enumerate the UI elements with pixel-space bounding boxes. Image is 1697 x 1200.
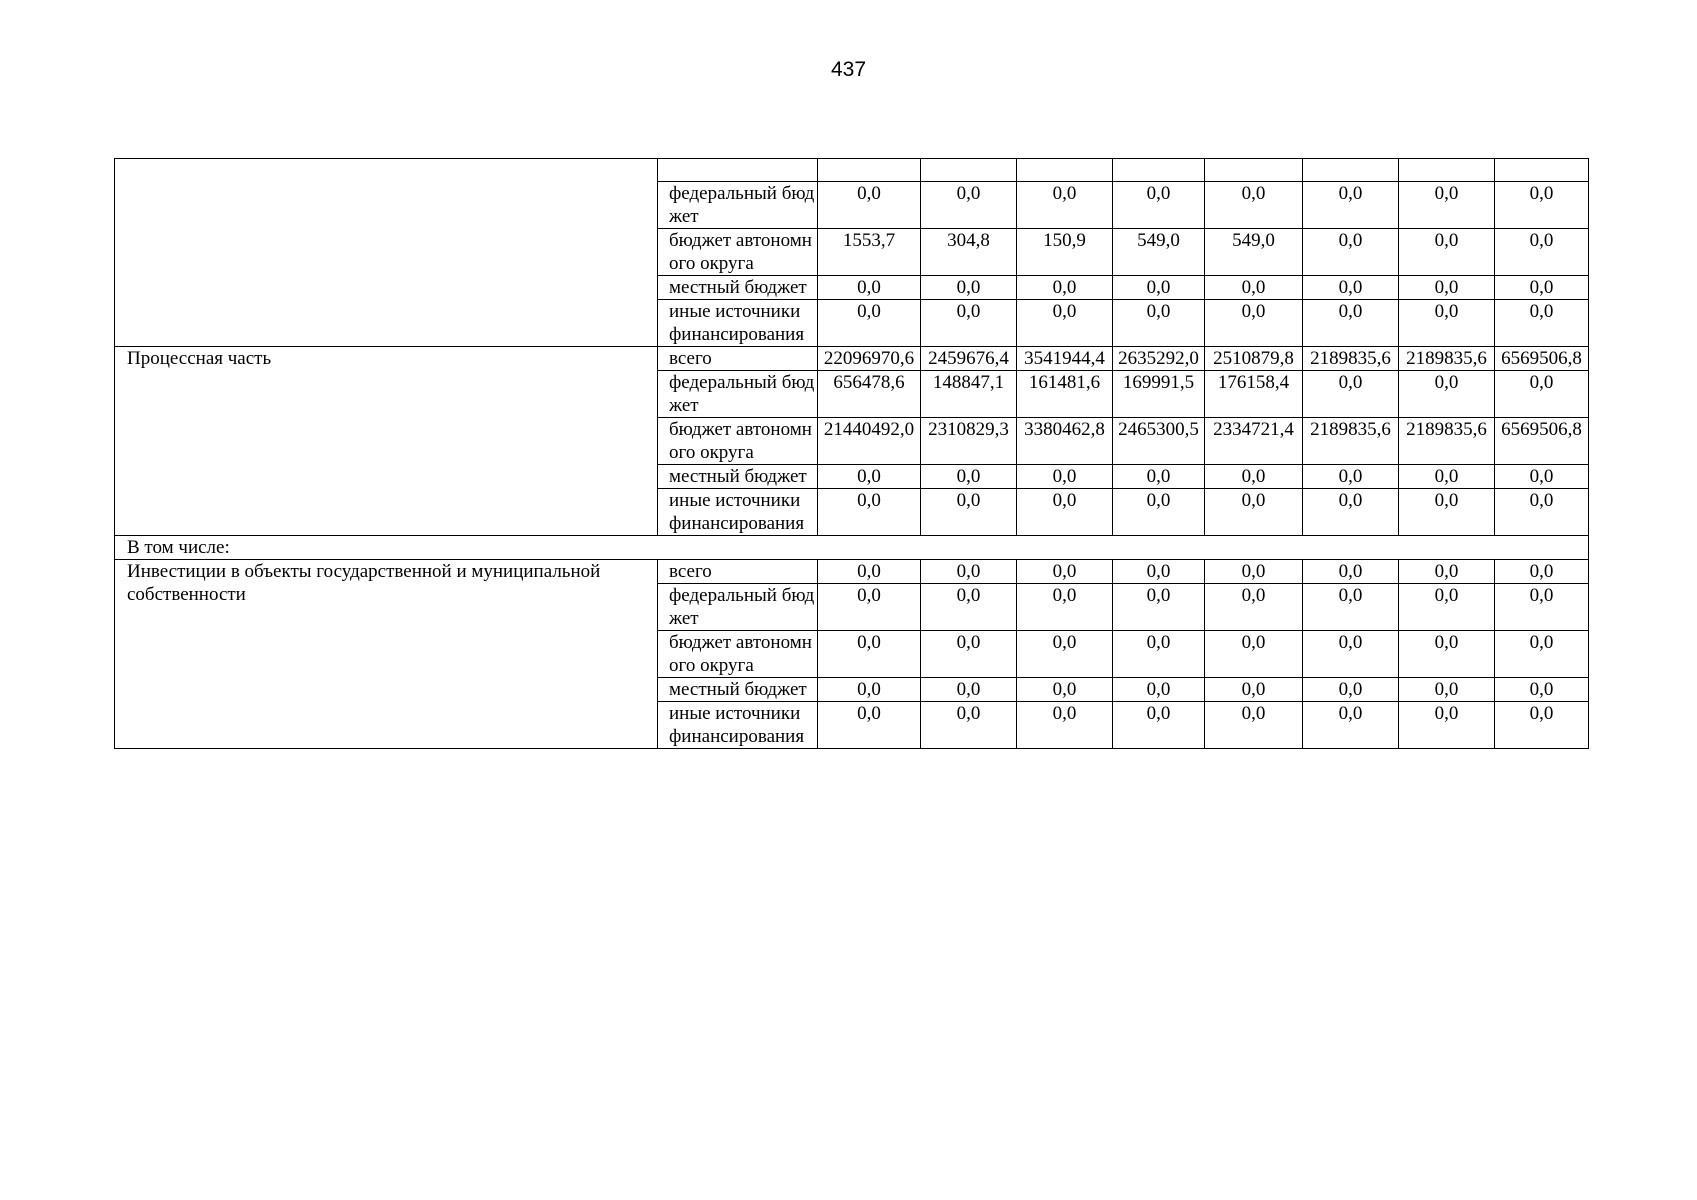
investment-block-label: Инвестиции в объекты государственной и муниципальной собственности [115, 560, 658, 749]
value-cell: 0,0 [921, 182, 1017, 229]
value-cell: 161481,6 [1017, 371, 1113, 418]
table-row [115, 347, 1589, 371]
value-cell: 2334721,4 [1205, 418, 1303, 465]
value-cell: 2189835,6 [1303, 347, 1399, 371]
value-cell: 0,0 [1303, 229, 1399, 276]
value-cell: 0,0 [1205, 560, 1303, 584]
value-cell: 0,0 [1113, 300, 1205, 347]
table-row [115, 560, 1589, 584]
value-cell: 0,0 [1303, 702, 1399, 749]
value-cell: 0,0 [921, 631, 1017, 678]
value-cell: 0,0 [1017, 300, 1113, 347]
value-cell: 0,0 [1303, 560, 1399, 584]
value-cell: 0,0 [818, 465, 921, 489]
value-cell: 0,0 [1205, 631, 1303, 678]
value-cell [1399, 159, 1495, 182]
value-cell: 0,0 [818, 182, 921, 229]
funding-source-cell [658, 159, 818, 182]
value-cell: 169991,5 [1113, 371, 1205, 418]
funding-source-cell: всего [658, 347, 818, 371]
value-cell: 2465300,5 [1113, 418, 1205, 465]
value-cell: 2459676,4 [921, 347, 1017, 371]
value-cell: 0,0 [818, 678, 921, 702]
value-cell: 2189835,6 [1303, 418, 1399, 465]
value-cell: 21440492,0 [818, 418, 921, 465]
funding-source-cell: местный бюджет [658, 465, 818, 489]
value-cell: 0,0 [921, 489, 1017, 536]
value-cell: 0,0 [1399, 560, 1495, 584]
value-cell [1205, 159, 1303, 182]
value-cell: 0,0 [1017, 276, 1113, 300]
value-cell [921, 159, 1017, 182]
funding-source-cell: иные источники финансирования [658, 300, 818, 347]
value-cell: 0,0 [1495, 300, 1589, 347]
funding-source-cell: федеральный бюджет [658, 371, 818, 418]
value-cell: 0,0 [1495, 678, 1589, 702]
funding-source-cell: федеральный бюджет [658, 182, 818, 229]
value-cell: 0,0 [1495, 465, 1589, 489]
value-cell: 0,0 [1495, 229, 1589, 276]
value-cell: 0,0 [921, 584, 1017, 631]
value-cell: 0,0 [1017, 560, 1113, 584]
value-cell [1113, 159, 1205, 182]
value-cell: 6569506,8 [1495, 347, 1589, 371]
value-cell: 0,0 [1495, 371, 1589, 418]
value-cell: 0,0 [1495, 489, 1589, 536]
value-cell: 0,0 [1205, 182, 1303, 229]
table-body [115, 159, 1589, 749]
process-block-label: Процессная часть [115, 347, 658, 536]
table-row [115, 159, 1589, 182]
value-cell: 0,0 [1113, 489, 1205, 536]
value-cell: 0,0 [1495, 631, 1589, 678]
value-cell: 0,0 [1303, 182, 1399, 229]
value-cell: 0,0 [1113, 584, 1205, 631]
value-cell: 0,0 [921, 300, 1017, 347]
value-cell: 2310829,3 [921, 418, 1017, 465]
value-cell: 0,0 [1303, 465, 1399, 489]
value-cell: 0,0 [818, 584, 921, 631]
value-cell: 0,0 [1205, 300, 1303, 347]
value-cell: 0,0 [1205, 678, 1303, 702]
funding-source-cell: бюджет автономного округа [658, 418, 818, 465]
value-cell [1303, 159, 1399, 182]
value-cell: 0,0 [1303, 631, 1399, 678]
value-cell: 0,0 [1303, 276, 1399, 300]
value-cell: 0,0 [1399, 584, 1495, 631]
value-cell: 549,0 [1113, 229, 1205, 276]
value-cell: 549,0 [1205, 229, 1303, 276]
budget-table [114, 158, 1589, 749]
value-cell: 0,0 [1113, 276, 1205, 300]
value-cell: 0,0 [1113, 678, 1205, 702]
page-number: 437 [830, 58, 867, 81]
section-row [115, 536, 1589, 560]
value-cell: 0,0 [1495, 584, 1589, 631]
value-cell: 0,0 [1399, 182, 1495, 229]
funding-source-cell: местный бюджет [658, 678, 818, 702]
value-cell: 150,9 [1017, 229, 1113, 276]
value-cell: 2635292,0 [1113, 347, 1205, 371]
value-cell: 0,0 [1399, 300, 1495, 347]
funding-source-cell: иные источники финансирования [658, 702, 818, 749]
funding-source-cell: местный бюджет [658, 276, 818, 300]
value-cell: 1553,7 [818, 229, 921, 276]
value-cell: 0,0 [1113, 560, 1205, 584]
value-cell: 0,0 [1399, 489, 1495, 536]
value-cell: 0,0 [1017, 465, 1113, 489]
value-cell: 0,0 [1399, 702, 1495, 749]
value-cell: 0,0 [1205, 276, 1303, 300]
value-cell: 0,0 [818, 560, 921, 584]
value-cell: 2510879,8 [1205, 347, 1303, 371]
value-cell: 0,0 [1017, 182, 1113, 229]
value-cell: 0,0 [818, 276, 921, 300]
value-cell: 0,0 [1303, 678, 1399, 702]
funding-source-cell: иные источники финансирования [658, 489, 818, 536]
value-cell: 304,8 [921, 229, 1017, 276]
value-cell: 0,0 [1113, 182, 1205, 229]
value-cell: 6569506,8 [1495, 418, 1589, 465]
value-cell: 0,0 [921, 276, 1017, 300]
value-cell: 0,0 [1205, 489, 1303, 536]
value-cell: 656478,6 [818, 371, 921, 418]
value-cell: 0,0 [1303, 300, 1399, 347]
value-cell: 0,0 [1399, 276, 1495, 300]
value-cell: 0,0 [1399, 631, 1495, 678]
value-cell: 0,0 [921, 465, 1017, 489]
value-cell: 0,0 [1205, 465, 1303, 489]
value-cell [1495, 159, 1589, 182]
value-cell: 0,0 [1017, 678, 1113, 702]
value-cell: 0,0 [818, 631, 921, 678]
value-cell: 0,0 [1017, 702, 1113, 749]
value-cell: 0,0 [921, 678, 1017, 702]
section-label: В том числе: [115, 536, 1589, 560]
value-cell: 0,0 [1113, 631, 1205, 678]
value-cell: 0,0 [1399, 371, 1495, 418]
value-cell: 0,0 [1303, 489, 1399, 536]
value-cell: 0,0 [921, 702, 1017, 749]
value-cell: 2189835,6 [1399, 418, 1495, 465]
value-cell: 2189835,6 [1399, 347, 1495, 371]
value-cell: 0,0 [1017, 584, 1113, 631]
value-cell: 0,0 [1113, 465, 1205, 489]
value-cell: 148847,1 [921, 371, 1017, 418]
value-cell: 0,0 [1113, 702, 1205, 749]
value-cell: 0,0 [1495, 702, 1589, 749]
value-cell: 3541944,4 [1017, 347, 1113, 371]
value-cell: 0,0 [1495, 560, 1589, 584]
value-cell: 0,0 [1303, 371, 1399, 418]
value-cell: 0,0 [1017, 489, 1113, 536]
value-cell [818, 159, 921, 182]
value-cell [1017, 159, 1113, 182]
value-cell: 0,0 [818, 702, 921, 749]
value-cell: 0,0 [1017, 631, 1113, 678]
value-cell: 0,0 [1495, 276, 1589, 300]
value-cell: 0,0 [1205, 584, 1303, 631]
value-cell: 0,0 [921, 560, 1017, 584]
value-cell: 3380462,8 [1017, 418, 1113, 465]
top-block-label [115, 159, 658, 347]
value-cell: 176158,4 [1205, 371, 1303, 418]
funding-source-cell: всего [658, 560, 818, 584]
value-cell: 0,0 [1399, 229, 1495, 276]
funding-source-cell: бюджет автономного округа [658, 229, 818, 276]
value-cell: 22096970,6 [818, 347, 921, 371]
value-cell: 0,0 [1399, 465, 1495, 489]
funding-source-cell: федеральный бюджет [658, 584, 818, 631]
funding-source-cell: бюджет автономного округа [658, 631, 818, 678]
value-cell: 0,0 [1495, 182, 1589, 229]
value-cell: 0,0 [818, 489, 921, 536]
value-cell: 0,0 [1303, 584, 1399, 631]
value-cell: 0,0 [1399, 678, 1495, 702]
value-cell: 0,0 [818, 300, 921, 347]
value-cell: 0,0 [1205, 702, 1303, 749]
